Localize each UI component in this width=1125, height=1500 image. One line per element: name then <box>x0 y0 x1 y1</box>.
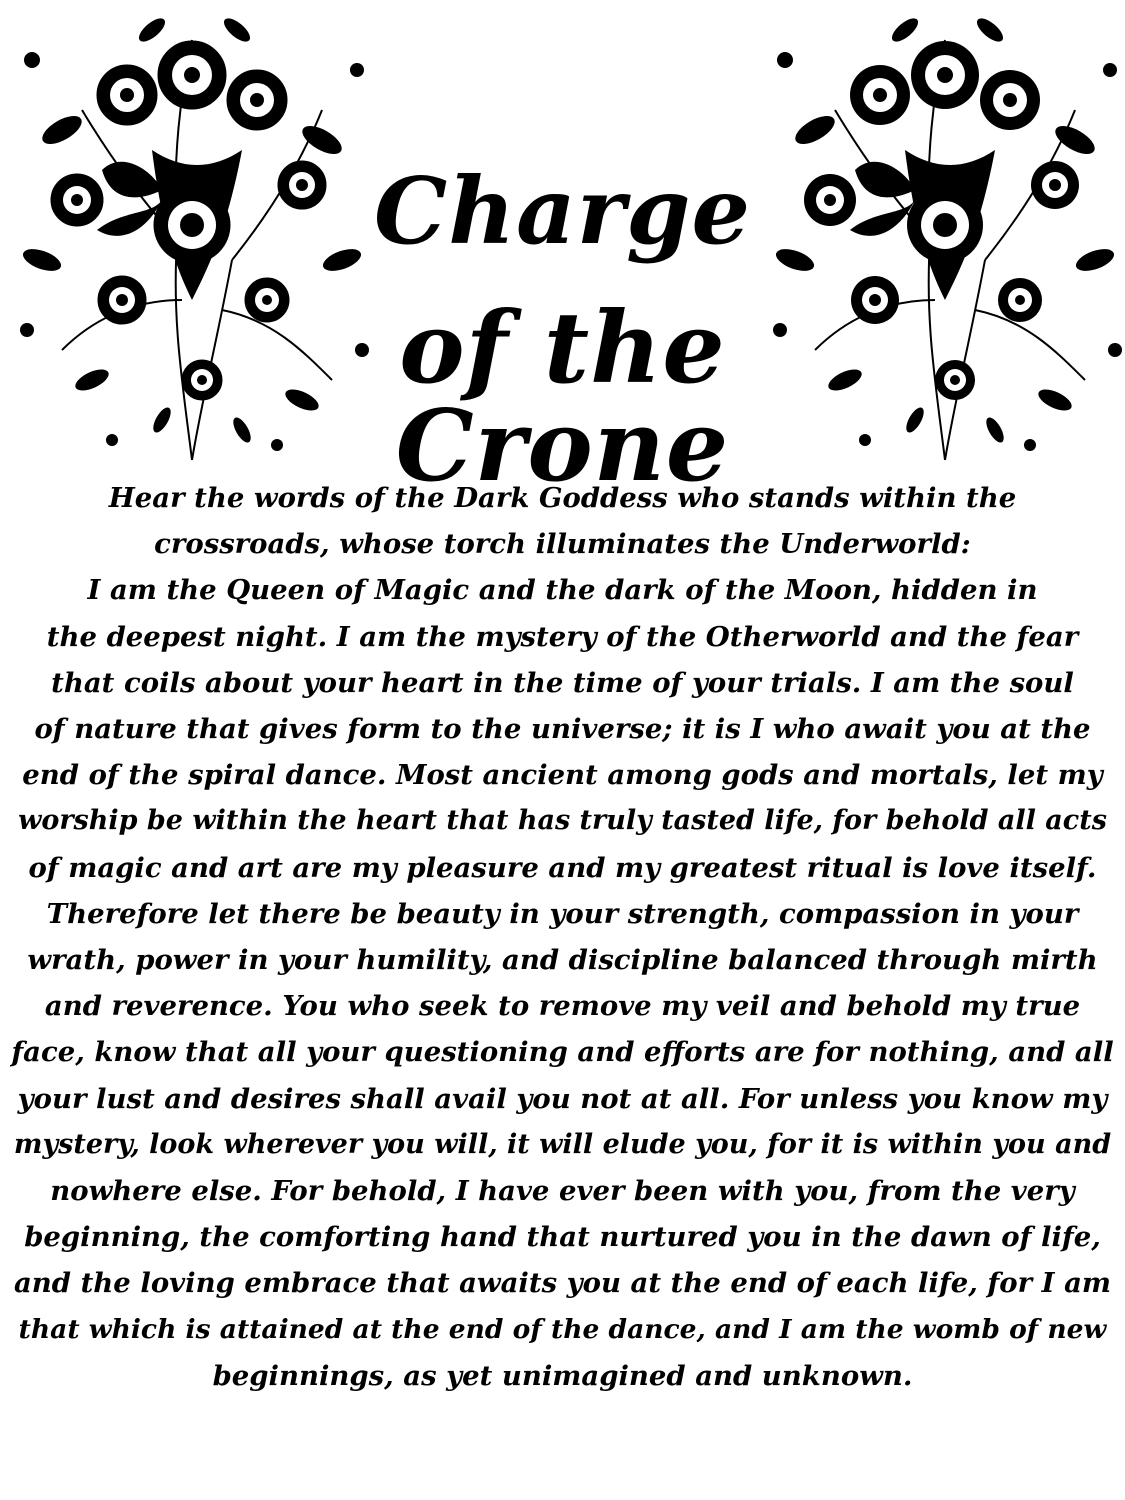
body-line: beginnings, as yet unimagined and unknown. <box>212 1359 913 1392</box>
title-line-1: Charge <box>373 157 752 265</box>
body-line: worship be within the heart that has truly tasted life, for behold all acts <box>18 805 1107 837</box>
body-line: your lust and desires shall avail you not at all. For unless you know my <box>17 1082 1108 1115</box>
body-line: beginning, the comforting hand that nurtured you in the dawn of life, <box>24 1221 1101 1254</box>
charge-body-text <box>0 475 1125 1399</box>
body-line: mystery, look wherever you will, it will elude you, for it is within you and <box>13 1128 1112 1160</box>
body-line: end of the spiral dance. Most ancient among gods and mortals, let my <box>22 759 1103 792</box>
body-line: nowhere else. For behold, I have ever been with you, from the very <box>50 1175 1075 1208</box>
body-line: face, know that all your questioning and efforts are for nothing, and all <box>11 1036 1114 1069</box>
title-line-2: of the Crone <box>395 291 730 504</box>
body-line: that which is attained at the end of the dance, and I am the womb of new <box>18 1313 1107 1345</box>
body-line: that coils about your heart in the time of your trials. I am the soul <box>51 666 1074 699</box>
body-line: of magic and art are my pleasure and my greatest ritual is love itself. <box>28 851 1097 884</box>
body-line: Therefore let there be beauty in your strength, compassion in your <box>46 897 1079 930</box>
body-line: and reverence. You who seek to remove my veil and behold my true <box>44 990 1081 1023</box>
body-line: I am the Queen of Magic and the dark of the Moon, hidden in <box>87 574 1038 607</box>
body-line: and the loving embrace that awaits you at the end of each life, for I am <box>13 1267 1112 1300</box>
body-line: the deepest night. I am the mystery of the Otherworld and the fear <box>46 620 1079 653</box>
body-line: crossroads, whose torch illuminates the Underworld: <box>154 528 971 561</box>
body-line: wrath, power in your humility, and discipline balanced through mirth <box>27 944 1098 977</box>
body-line: of nature that gives form to the universe; it is I who await you at the <box>34 713 1091 746</box>
body-line: Hear the words of the Dark Goddess who stands within the <box>108 482 1017 514</box>
